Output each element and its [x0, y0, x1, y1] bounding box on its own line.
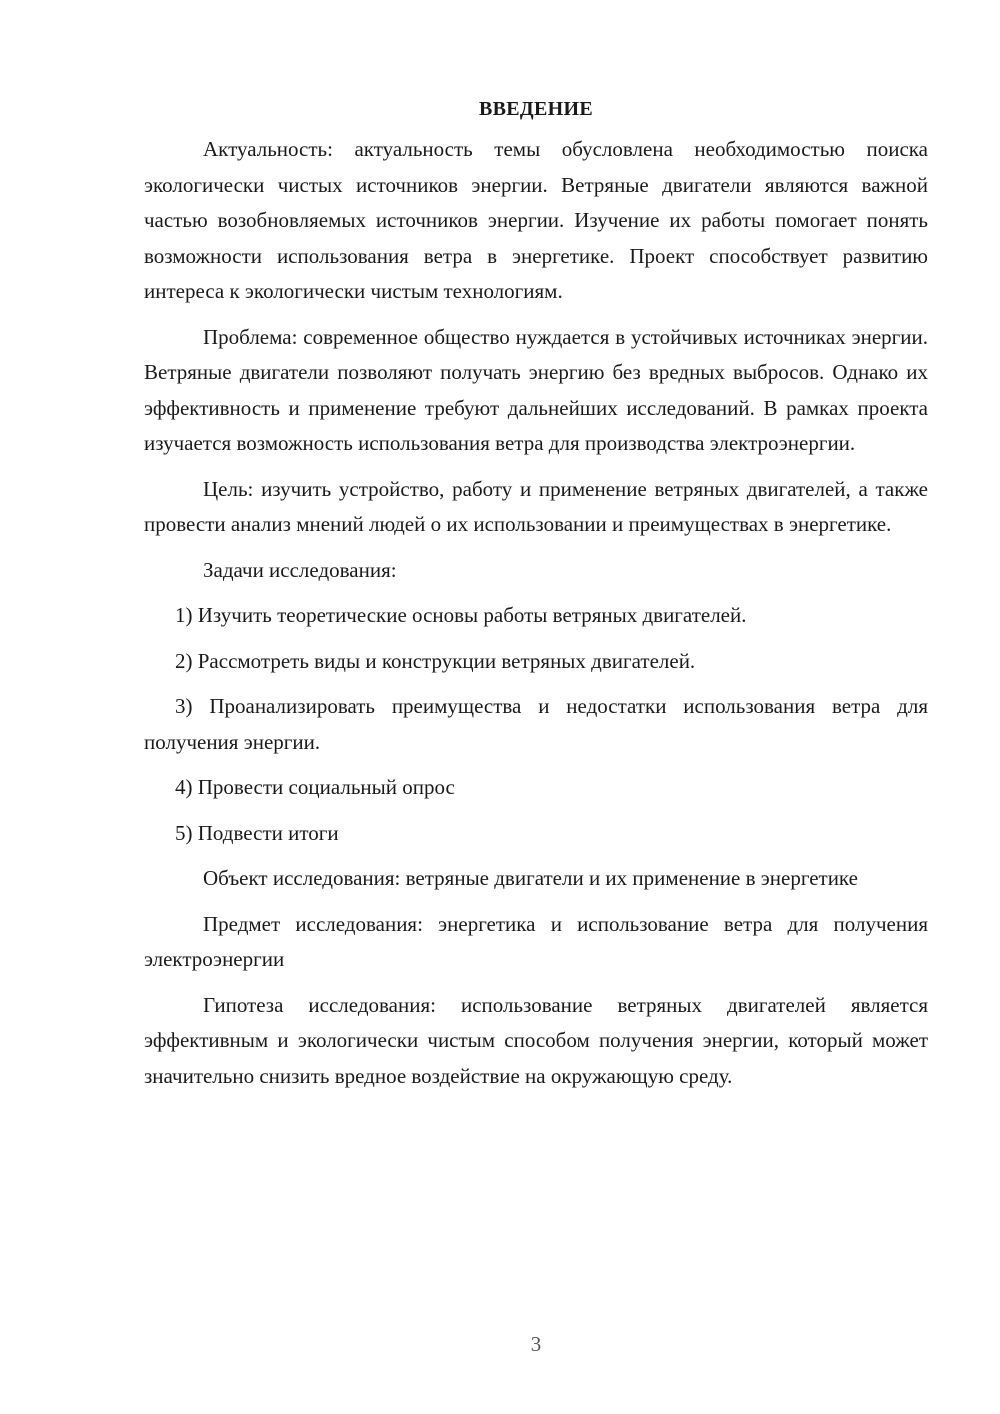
task-item-4: 4) Провести социальный опрос [175, 775, 455, 799]
paragraph-relevance: Актуальность: актуальность темы обусловлена необходимостью поиска экологически чистых источников энергии. Ветряные двигатели являются важной частью возобновляемых источников энергии. Изучение их работы помогает понять возможности использования ветра в энергетике. Проект способствует развитию интереса к экологически чистым технологиям. [144, 137, 928, 303]
paragraph-subject: Предмет исследования: энергетика и использование ветра для получения электроэнергии [144, 911, 928, 971]
document-body [144, 94, 928, 1104]
task-item-2: 2) Рассмотреть виды и конструкции ветряных двигателей. [175, 648, 696, 673]
paragraph-goal: Цель: изучить устройство, работу и применение ветряных двигателей, а также провести анализ мнений людей о их использовании и преимуществах в энергетике. [144, 476, 928, 536]
task-item-1: 1) Изучить теоретические основы работы ветряных двигателей. [175, 603, 747, 627]
paragraph-hypothesis: Гипотеза исследования: использование ветряных двигателей является эффективным и экологически чистым способом получения энергии, который может значительно снизить вредное воздействие на окружающую среду. [144, 992, 928, 1088]
page-number: 3 [530, 1332, 542, 1356]
paragraph-problem: Проблема: современное общество нуждается в устойчивых источниках энергии. Ветряные двигатели позволяют получать энергию без вредных выбросов. Однако их эффективность и применение требуют дальнейших исследований. В рамках проекта изучается возможность использования ветра для производства электроэнергии. [144, 324, 928, 455]
section-title: ВВЕДЕНИЕ [479, 98, 593, 120]
paragraph-object: Объект исследования: ветряные двигатели и их применение в энергетике [203, 866, 858, 890]
paragraph-tasks-heading: Задачи исследования: [203, 557, 397, 582]
task-item-5: 5) Подвести итоги [175, 820, 339, 845]
task-item-3: 3) Проанализировать преимущества и недостатки использования ветра для получения энергии. [144, 694, 928, 754]
